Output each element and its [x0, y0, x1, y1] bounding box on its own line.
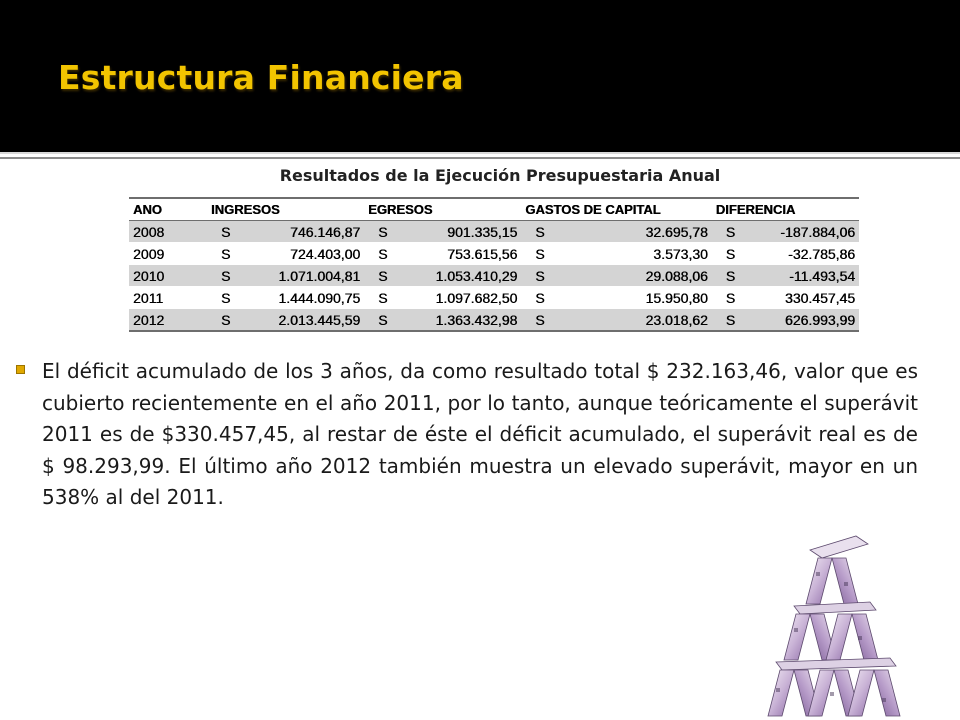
cell-currency: S	[712, 243, 742, 265]
cell-year: 2008	[129, 221, 207, 243]
table-row	[129, 287, 859, 309]
bullet-text: El déficit acumulado de los 3 años, da como resultado total $ 232.163,46, valor que es cubierto recientemente en el año 2011, por lo tanto, aunque teóricamente el superávit 2011 es de $330.457,45, al restar de éste el déficit acumulado, el superávit real es de $ 98.293,99. El último año 2012 también muestra un elevado superávit, mayor en un 538% al del 2011.	[42, 359, 918, 509]
cell-currency: S	[364, 265, 394, 287]
cell-currency: S	[521, 287, 551, 309]
title-bar	[0, 0, 960, 152]
cell-currency: S	[712, 287, 742, 309]
cell-gastos: 3.573,30	[551, 243, 712, 265]
title-divider-shadow	[0, 157, 960, 159]
cell-diferencia: 330.457,45	[742, 287, 859, 309]
cell-currency: S	[207, 309, 237, 332]
header-diferencia: DIFERENCIA	[712, 198, 859, 221]
cell-egresos: 901.335,15	[394, 221, 521, 243]
cell-gastos: 23.018,62	[551, 309, 712, 332]
cell-year: 2011	[129, 287, 207, 309]
cell-diferencia: 626.993,99	[742, 309, 859, 332]
cell-currency: S	[712, 221, 742, 243]
cell-diferencia: -32.785,86	[742, 243, 859, 265]
cell-currency: S	[207, 265, 237, 287]
table-row	[129, 243, 859, 265]
header-egresos: EGRESOS	[364, 198, 521, 221]
cell-ingresos: 1.071.004,81	[237, 265, 364, 287]
cell-currency: S	[521, 309, 551, 332]
square-bullet-icon	[16, 365, 25, 374]
cell-ingresos: 1.444.090,75	[237, 287, 364, 309]
cell-egresos: 1.363.432,98	[394, 309, 521, 332]
header-ingresos: INGRESOS	[207, 198, 364, 221]
cell-ingresos: 724.403,00	[237, 243, 364, 265]
cell-egresos: 1.097.682,50	[394, 287, 521, 309]
cell-currency: S	[712, 309, 742, 332]
header-year: ANO	[129, 198, 207, 221]
cell-gastos: 15.950,80	[551, 287, 712, 309]
cell-gastos: 29.088,06	[551, 265, 712, 287]
cell-year: 2010	[129, 265, 207, 287]
cell-ingresos: 2.013.445,59	[237, 309, 364, 332]
cell-currency: S	[364, 243, 394, 265]
cell-diferencia: -11.493,54	[742, 265, 859, 287]
cell-ingresos: 746.146,87	[237, 221, 364, 243]
cell-currency: S	[207, 221, 237, 243]
table-title: Resultados de la Ejecución Presupuestaria Anual	[279, 166, 721, 185]
cell-currency: S	[207, 287, 237, 309]
header-gastos-capital: GASTOS DE CAPITAL	[521, 198, 712, 221]
house-of-cards-icon	[758, 532, 918, 720]
cell-currency: S	[521, 243, 551, 265]
cell-gastos: 32.695,78	[551, 221, 712, 243]
cell-currency: S	[364, 221, 394, 243]
table-row	[129, 309, 859, 332]
budget-table	[129, 197, 859, 332]
cell-currency: S	[207, 243, 237, 265]
cell-egresos: 1.053.410,29	[394, 265, 521, 287]
cell-diferencia: -187.884,06	[742, 221, 859, 243]
table-row	[129, 265, 859, 287]
cell-egresos: 753.615,56	[394, 243, 521, 265]
cell-currency: S	[712, 265, 742, 287]
slide-title: Estructura Financiera	[58, 58, 464, 97]
cell-year: 2012	[129, 309, 207, 332]
cell-currency: S	[364, 287, 394, 309]
cell-currency: S	[521, 221, 551, 243]
cell-currency: S	[521, 265, 551, 287]
cell-currency: S	[364, 309, 394, 332]
table-row	[129, 221, 859, 243]
cell-year: 2009	[129, 243, 207, 265]
table-header-row	[129, 198, 859, 221]
